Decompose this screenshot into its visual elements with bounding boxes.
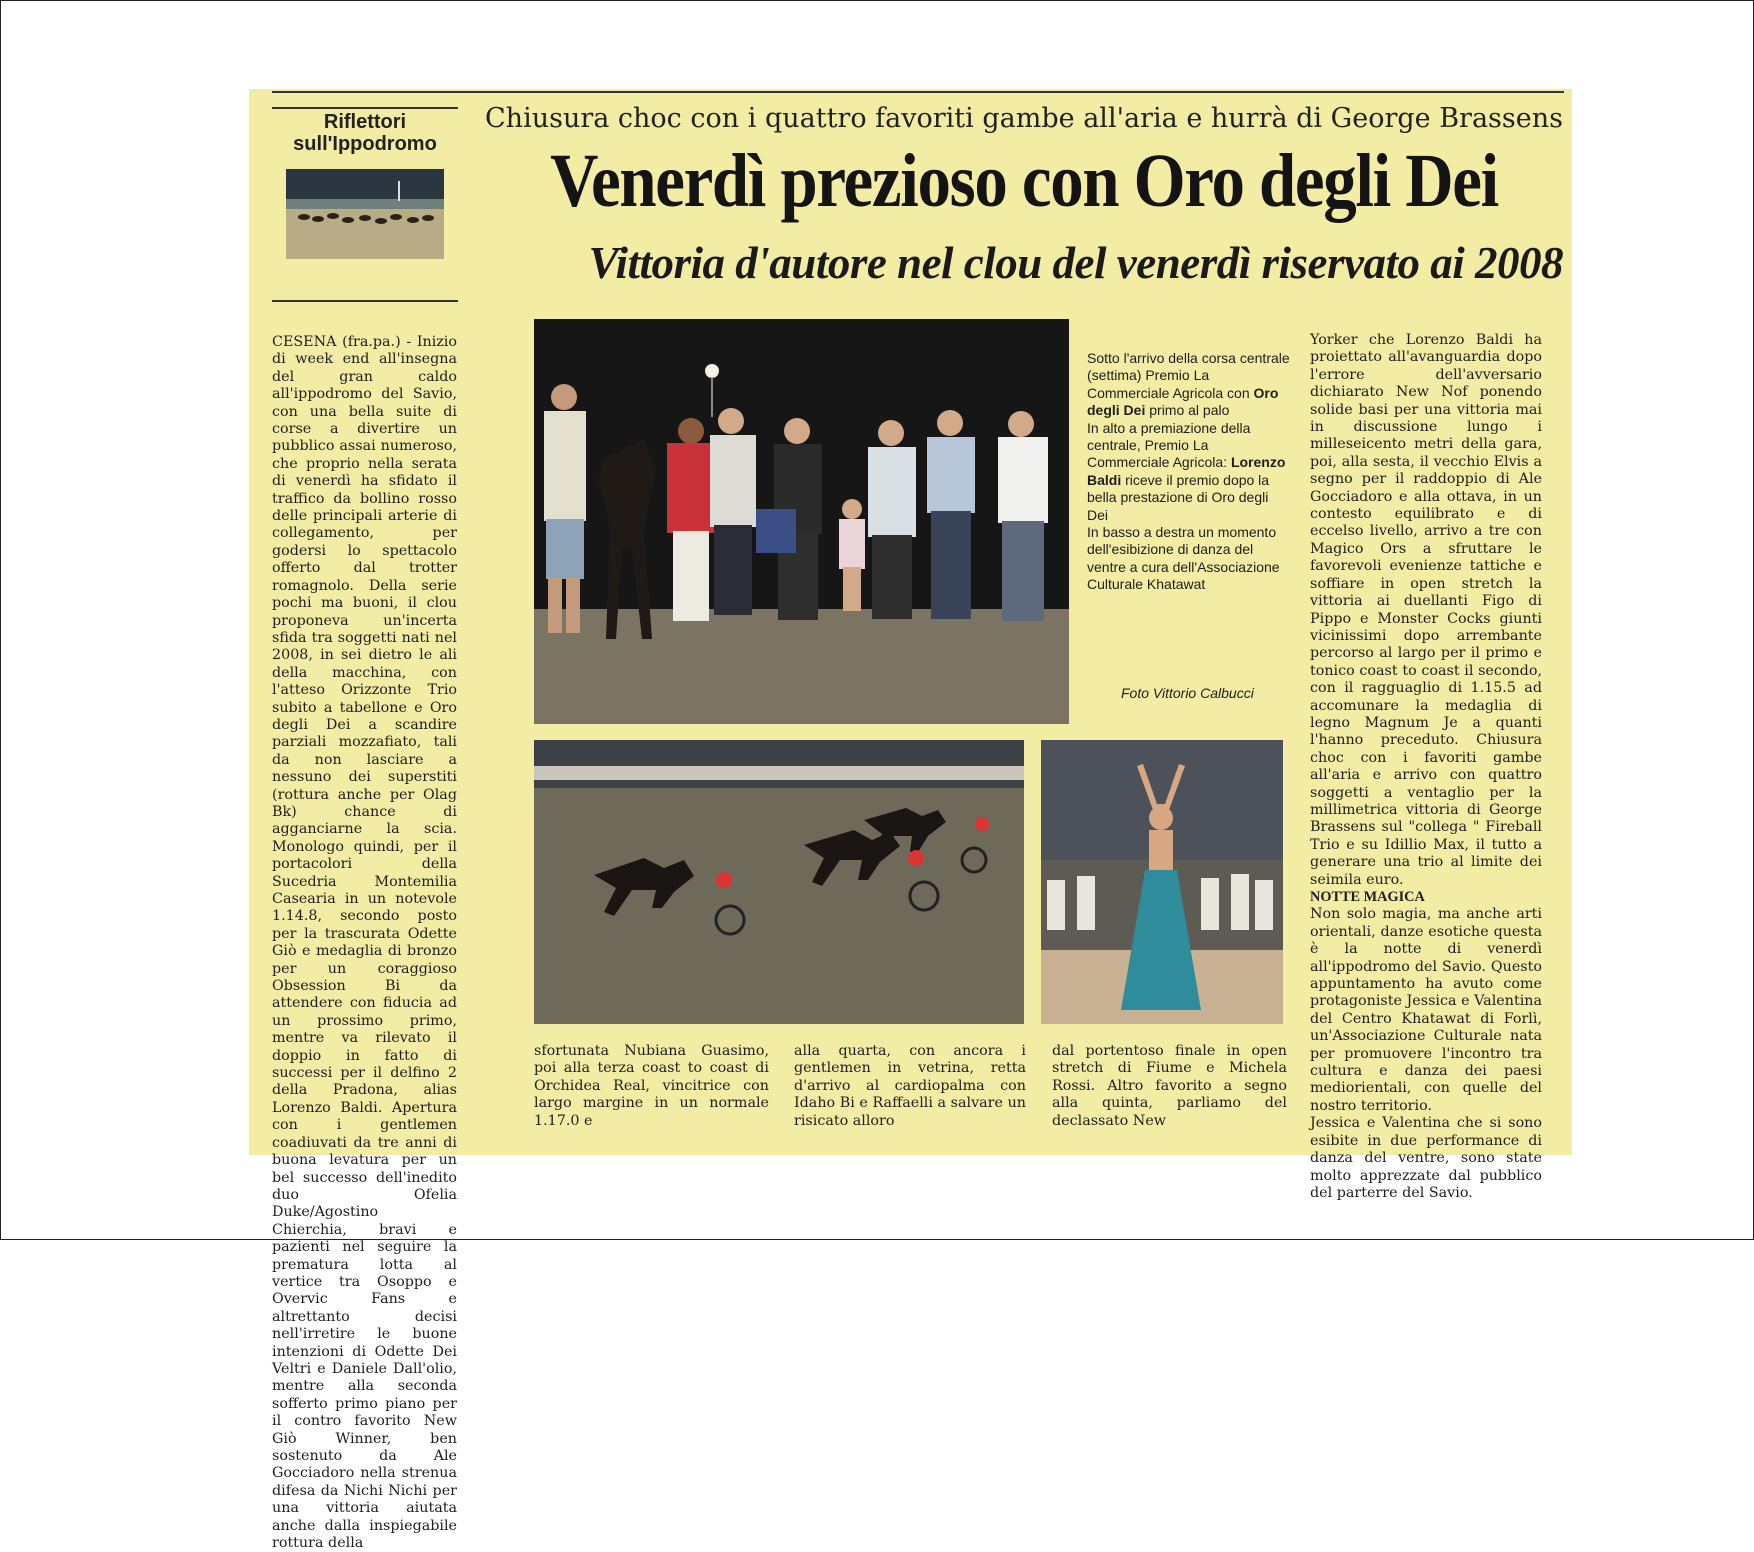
- caption-part-4: riceve il premio dopo la bella prestazione di Oro degli Dei: [1087, 471, 1270, 523]
- top-rule: [272, 91, 1564, 93]
- harness-race-finish-photo: [534, 740, 1024, 1024]
- photo-credit: Foto Vittorio Calbucci: [1121, 685, 1254, 701]
- race-thumbnail: [286, 169, 444, 259]
- newspaper-clipping: [249, 89, 1572, 1552]
- kicker-rule-bottom: [272, 300, 458, 302]
- article-column-2: [534, 1043, 769, 1130]
- race-finish-image: [534, 740, 1024, 1024]
- column-5-text-c: Jessica e Valentina che si sono esibite in due performance di danza del ventre, sono state molto apprezzate dal pubblico del parterre del Savio.: [1310, 1115, 1542, 1201]
- race-thumbnail-image: [286, 169, 444, 259]
- column-4-text: dal portentoso finale in open stretch di Fiume e Michela Rossi. Altro favorito a segno alla quinta, parliamo del declassato New: [1052, 1043, 1287, 1129]
- article-column-3: [794, 1043, 1026, 1130]
- kicker-text: Riflettori sull'Ippodromo: [293, 111, 437, 155]
- caption-part-3: In alto a premiazione della centrale, Premio La Commerciale Agricola:: [1087, 419, 1251, 471]
- column-5-text-a: Yorker che Lorenzo Baldi ha proiettato all'avanguardia dopo l'errore dell'avversario dichiarato New Nof ponendo solide basi per una vittoria mai in discussione lungo i milleseicento metri della gara, poi, alla sesta, il vecchio Elvis a segno per il raddoppio di Ale Gocciadoro e alla ottava, in un contesto equilibrato e di eccelso livello, arrivo a tre con Magico Ors a sfruttare le favorevoli evenienze tattiche e soffiare in open stretch la vittoria ai duellanti Figo di Pippo e Monster Cocks giunti vicinissimi dopo arrembante percorso al largo per il primo e tonico coast to coast il secondo, con il ragguaglio di 1.15.5 ad accomunare la medaglia di legno Magnum Je a quanti l'hanno preceduto. Chiusura choc con i favoriti gambe all'aria e arrivo con quattro soggetti a ventaglio per la millimetrica vittoria di George Brassens sul "collega " Fireball Trio e su Idillio Max, il tutto a generare una trio al limite dei seimila euro.: [1310, 332, 1542, 888]
- section-subhead: NOTTE MAGICA: [1310, 889, 1425, 905]
- award-ceremony-photo: [534, 319, 1069, 724]
- caption-part-2: primo al palo: [1145, 402, 1230, 419]
- article-column-5: [1310, 332, 1542, 1202]
- caption-part-1: Sotto l'arrivo della corsa centrale (settima) Premio La Commerciale Agricola con: [1087, 350, 1290, 401]
- article-column-1: [272, 334, 457, 1552]
- award-ceremony-image: [534, 319, 1069, 724]
- photo-caption: [1087, 350, 1292, 594]
- belly-dance-image: [1041, 740, 1283, 1024]
- caption-part-5: In basso a destra un momento dell'esibizione di danza del ventre a cura dell'Associazione Culturale Khatawat: [1087, 524, 1280, 593]
- headline: Venerdì prezioso con Oro degli Dei: [550, 139, 1498, 223]
- subheadline: Vittoria d'autore nel clou del venerdì riservato ai 2008: [588, 238, 1563, 288]
- caption-bold-2: Lorenzo Baldi: [1087, 454, 1286, 488]
- overline: Chiusura choc con i quattro favoriti gambe all'aria e hurrà di George Brassens: [485, 103, 1563, 134]
- article-column-4: [1052, 1043, 1287, 1130]
- caption-bold-1: Oro degli Dei: [1087, 384, 1279, 419]
- section-kicker: [272, 111, 458, 155]
- kicker-rule-top: [272, 107, 458, 109]
- column-2-text: sfortunata Nubiana Guasimo, poi alla terza coast to coast di Orchidea Real, vincitrice con largo margine in un normale 1.17.0 e: [534, 1043, 769, 1129]
- column-5-text-b: Non solo magia, ma anche arti orientali, danze esotiche questa è la notte di venerdì all'ippodromo del Savio. Questo appuntamento ha avuto come protagoniste Jessica e Valentina del Centro Khatawat di Forlì, un'Associazione Culturale nata per promuovere l'incontro tra cultura e danza dei paesi mediorientali, con quelle del nostro territorio.: [1310, 906, 1542, 1114]
- column-1-text: CESENA (fra.pa.) - Inizio di week end all'insegna del gran caldo all'ippodromo del Savio, con una bella suite di corse a divertire un pubblico assai numeroso, che proprio nella serata di venerdì ha sfidato il traffico da bollino rosso delle principali arterie di collegamento, per godersi lo spettacolo offerto dal trotter romagnolo. Della serie pochi ma buoni, il clou proponeva un'incerta sfida tra soggetti nati nel 2008, in sei dietro le ali della macchina, con l'atteso Orizzonte Trio subito a tabellone e Oro degli Dei a scandire parziali mozzafiato, tali da non lasciare a nessuno dei superstiti (rottura anche per Olag Bk) chance di agganciarne la scia. Monologo quindi, per il portacolori della Sucedria Montemilia Casearia in un notevole 1.14.8, secondo posto per la trascurata Odette Giò e medaglia di bronzo per un coraggioso Obsession Bi da attendere con fiducia ad un prossimo primo, mentre va rilevato il doppio in fatto di successi per il delfino 2 della Pradona, alias Lorenzo Baldi. Apertura con i gentlemen coadiuvati da tre anni di buona levatura per un bel successo dell'inedito duo Ofelia Duke/Agostino Chierchia, bravi e pazienti nel seguire la prematura lotta al vertice tra Osoppo e Overvic Fans e altrettanto decisi nell'irretire le buone intenzioni di Odette Dei Veltri e Daniele Dall'olio, mentre alla seconda sofferto primo piano per il contro favorito New Giò Winner, ben sostenuto da Ale Gocciadoro nella strenua difesa da Nichi Nichi per una vittoria aiutata anche dalla inspiegabile rottura della: [272, 334, 457, 1552]
- column-3-text: alla quarta, con ancora i gentlemen in vetrina, retta d'arrivo al cardiopalma con Idaho Bi e Raffaelli a salvare un risicato alloro: [794, 1043, 1026, 1129]
- belly-dance-photo: [1041, 740, 1283, 1024]
